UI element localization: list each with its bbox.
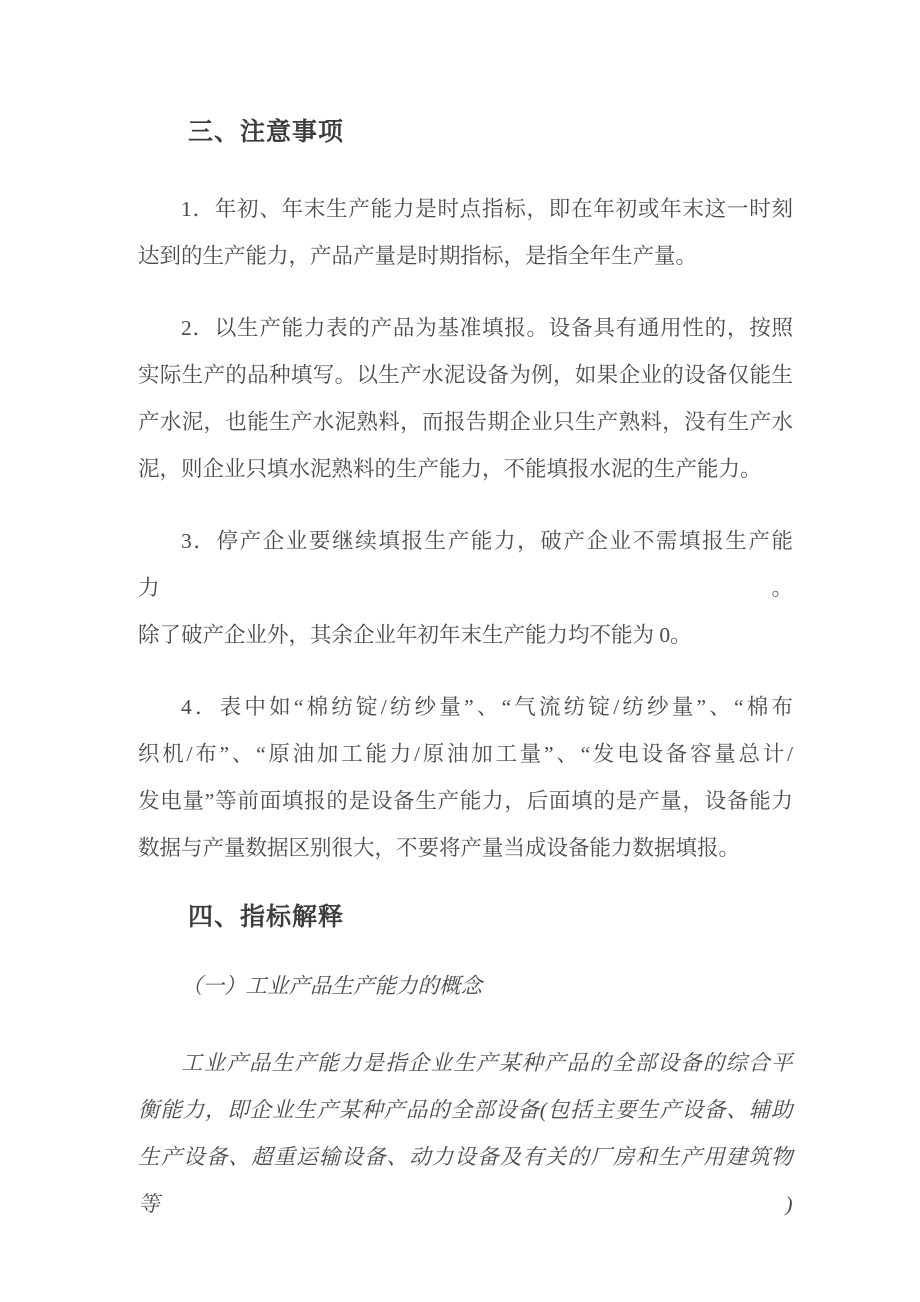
paragraph-line: 工业产品生产能力是指企业生产某种产品的全部设备的综合平 bbox=[181, 1051, 793, 1075]
subheading-concept: （一）工业产品生产能力的概念 bbox=[181, 974, 483, 998]
paragraph-line: 3．停产企业要继续填报生产能力，破产企业不需填报生产能力。 bbox=[138, 529, 793, 600]
paragraph-line: 4．表中如“棉纺锭/纺纱量”、“气流纺锭/纺纱量”、“棉布 bbox=[181, 695, 793, 719]
paragraph-line: 2．以生产能力表的产品为基准填报。设备具有通用性的，按照 bbox=[181, 316, 793, 340]
paragraph-line: 生产设备、超重运输设备、动力设备及有关的厂房和生产用建筑物等) bbox=[138, 1145, 793, 1216]
section-heading-definitions: 四、指标解释 bbox=[188, 903, 345, 931]
paragraph-1 bbox=[138, 186, 793, 280]
paragraph-line: 实际生产的品种填写。以生产水泥设备为例，如果企业的设备仅能生 bbox=[138, 363, 793, 387]
paragraph-2 bbox=[138, 305, 793, 493]
paragraph-line: 产水泥，也能生产水泥熟料，而报告期企业只生产熟料，没有生产水 bbox=[138, 410, 793, 434]
section-heading-notes: 三、注意事项 bbox=[188, 118, 345, 146]
paragraph-line: 衡能力，即企业生产某种产品的全部设备(包括主要生产设备、辅助 bbox=[138, 1098, 793, 1122]
paragraph-line: 达到的生产能力，产品产量是时期指标，是指全年生产量。 bbox=[138, 244, 698, 268]
paragraph-4 bbox=[138, 684, 793, 872]
paragraph-line: 除了破产企业外，其余企业年初年末生产能力均不能为 0。 bbox=[138, 623, 692, 647]
paragraph-3 bbox=[138, 518, 793, 659]
paragraph-line: 发电量”等前面填报的是设备生产能力，后面填的是产量，设备能力 bbox=[138, 789, 793, 813]
paragraph-line: 数据与产量数据区别很大，不要将产量当成设备能力数据填报。 bbox=[138, 836, 741, 860]
paragraph-5 bbox=[138, 1040, 793, 1228]
paragraph-line: 1．年初、年末生产能力是时点指标，即在年初或年末这一时刻 bbox=[181, 197, 793, 221]
paragraph-line: 泥，则企业只填水泥熟料的生产能力，不能填报水泥的生产能力。 bbox=[138, 457, 762, 481]
paragraph-line: 织机/布”、“原油加工能力/原油加工量”、“发电设备容量总计/ bbox=[138, 742, 793, 766]
